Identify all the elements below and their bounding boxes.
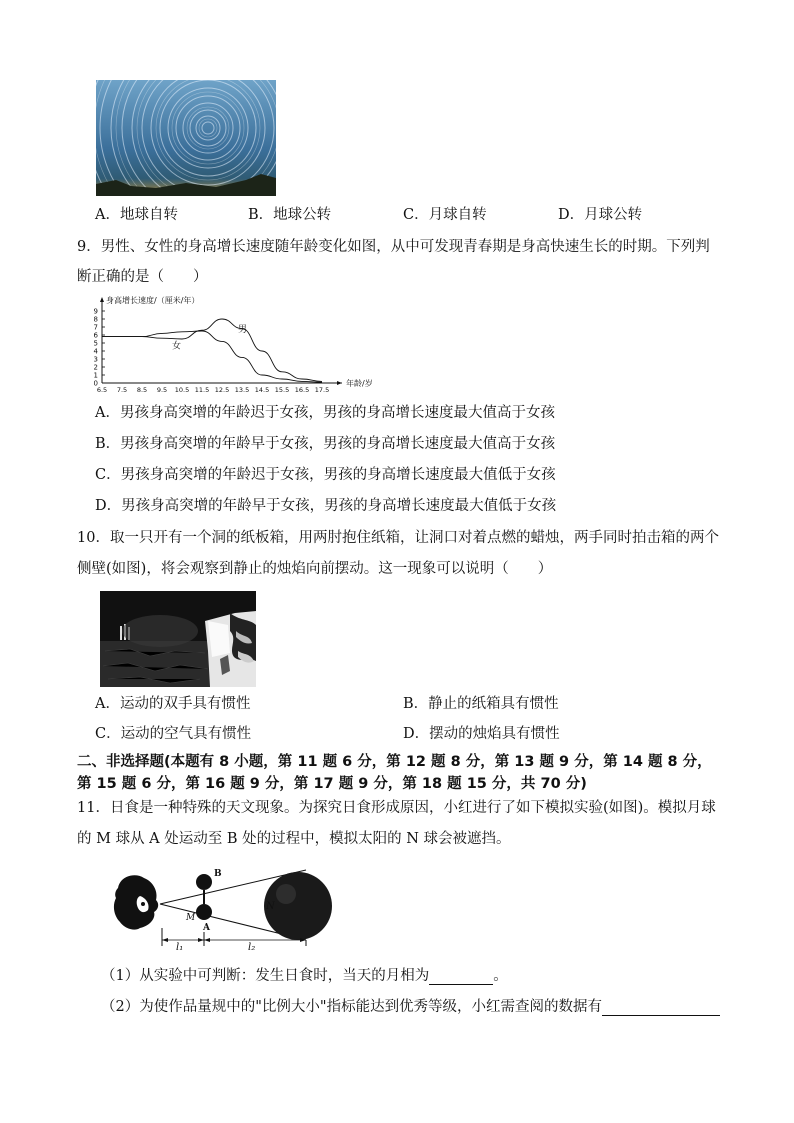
x-tick-label: 12.5 (214, 386, 230, 394)
q11-sub2-answer-blank[interactable] (602, 1001, 720, 1016)
q9-option-d: D．男孩身高突增的年龄早于女孩，男孩的身高增长速度最大值低于女孩 (95, 498, 557, 514)
q11-stem-line1: 11．日食是一种特殊的天文现象。为探究日食形成原因，小红进行了如下模拟实验(如图)。模拟月球 (77, 800, 716, 816)
series-label-male: 男 (238, 324, 248, 335)
x-axis-arrow (337, 381, 342, 385)
y-axis-arrow (100, 297, 104, 302)
series-label-female: 女 (172, 341, 182, 352)
x-tick-label: 14.5 (254, 386, 270, 394)
x-tick-label: 16.5 (294, 386, 310, 394)
q9-option-a: A．男孩身高突增的年龄迟于女孩，男孩的身高增长速度最大值高于女孩 (95, 405, 555, 421)
y-tick-label: 0 (93, 379, 98, 388)
label-b: B (214, 869, 222, 879)
q10-option-c: C．运动的空气具有惯性 (95, 726, 252, 742)
section2-heading-line2: 第 15 题 6 分，第 16 题 9 分，第 17 题 9 分，第 18 题 15 分，共 70 分) (77, 776, 587, 792)
y-tick-label: 3 (93, 355, 98, 364)
x-tick-label: 8.5 (136, 386, 148, 394)
q10-stem-line2: 侧壁(如图)，将会观察到静止的烛焰向前摆动。这一现象可以说明（ ） (77, 561, 553, 577)
q9-option-c: C．男孩身高突增的年龄迟于女孩，男孩的身高增长速度最大值低于女孩 (95, 467, 556, 483)
y-tick-label: 2 (93, 363, 98, 372)
q9-stem-line2: 断正确的是（ ） (77, 269, 208, 285)
q9-option-b: B．男孩身高突增的年龄早于女孩，男孩的身高增长速度最大值高于女孩 (95, 436, 556, 452)
q10-option-b: B．静止的纸箱具有惯性 (403, 696, 559, 712)
q8-option-c: C．月球自转 (403, 207, 487, 223)
y-tick-label: 8 (93, 315, 98, 324)
observer-head-icon (114, 875, 158, 929)
q11-sub1 (101, 968, 508, 985)
q10-option-a: A．运动的双手具有惯性 (95, 696, 251, 712)
q11-sub2 (101, 999, 720, 1016)
label-m: M (186, 913, 196, 923)
y-tick-label: 9 (93, 307, 98, 316)
q8-option-a: A．地球自转 (95, 207, 178, 223)
x-tick-label: 11.5 (194, 386, 210, 394)
series-line-female (102, 331, 322, 382)
x-tick-label: 9.5 (156, 386, 168, 394)
label-n: N (266, 901, 275, 912)
x-tick-label: 6.5 (96, 386, 108, 394)
series-line-male (102, 319, 322, 381)
q11-sub1-text: （1）从实验中可判断：发生日食时，当天的月相为 (101, 968, 430, 984)
candle-box-photo (100, 591, 256, 687)
y-tick-label: 5 (93, 339, 98, 348)
eclipse-experiment-diagram (110, 866, 340, 952)
y-tick-label: 4 (93, 347, 98, 356)
y-tick-label: 7 (93, 323, 98, 332)
q10-stem-line1: 10．取一只开有一个洞的纸板箱，用两肘抱住纸箱，让洞口对着点燃的蜡烛，两手同时拍击箱的两个 (77, 530, 719, 546)
x-tick-label: 17.5 (314, 386, 330, 394)
label-a: A (203, 923, 210, 933)
q11-sub1-answer-blank[interactable] (429, 970, 493, 985)
x-axis-label: 年龄/岁 (346, 379, 373, 388)
x-tick-label: 10.5 (174, 386, 190, 394)
q11-stem-line2: 的 M 球从 A 处运动至 B 处的过程中，模拟太阳的 N 球会被遮挡。 (77, 831, 511, 847)
label-l1: l₁ (176, 942, 184, 952)
star-trail-photo (96, 80, 276, 196)
q11-sub1-end: 。 (493, 968, 508, 984)
x-tick-label: 15.5 (274, 386, 290, 394)
q8-option-d: D．月球公转 (558, 207, 643, 223)
q8-option-b: B．地球公转 (248, 207, 332, 223)
label-l2: l₂ (248, 942, 256, 952)
y-axis-label: 身高增长速度/（厘米/年） (106, 296, 200, 305)
section2-heading-line1: 二、非选择题(本题有 8 小题，第 11 题 6 分，第 12 题 8 分，第 13 题 9 分，第 14 题 8 分， (77, 754, 712, 770)
y-tick-label: 6 (93, 331, 98, 340)
q11-sub2-text: （2）为使作品量规中的"比例大小"指标能达到优秀等级，小红需查阅的数据有 (101, 999, 603, 1015)
q10-option-d: D．摆动的烛焰具有惯性 (403, 726, 560, 742)
growth-chart (90, 293, 390, 397)
q9-stem-line1: 9．男性、女性的身高增长速度随年龄变化如图，从中可发现青春期是身高快速生长的时期。下列判 (77, 239, 710, 255)
x-tick-label: 13.5 (234, 386, 250, 394)
y-tick-label: 1 (93, 371, 98, 380)
x-tick-label: 7.5 (116, 386, 128, 394)
